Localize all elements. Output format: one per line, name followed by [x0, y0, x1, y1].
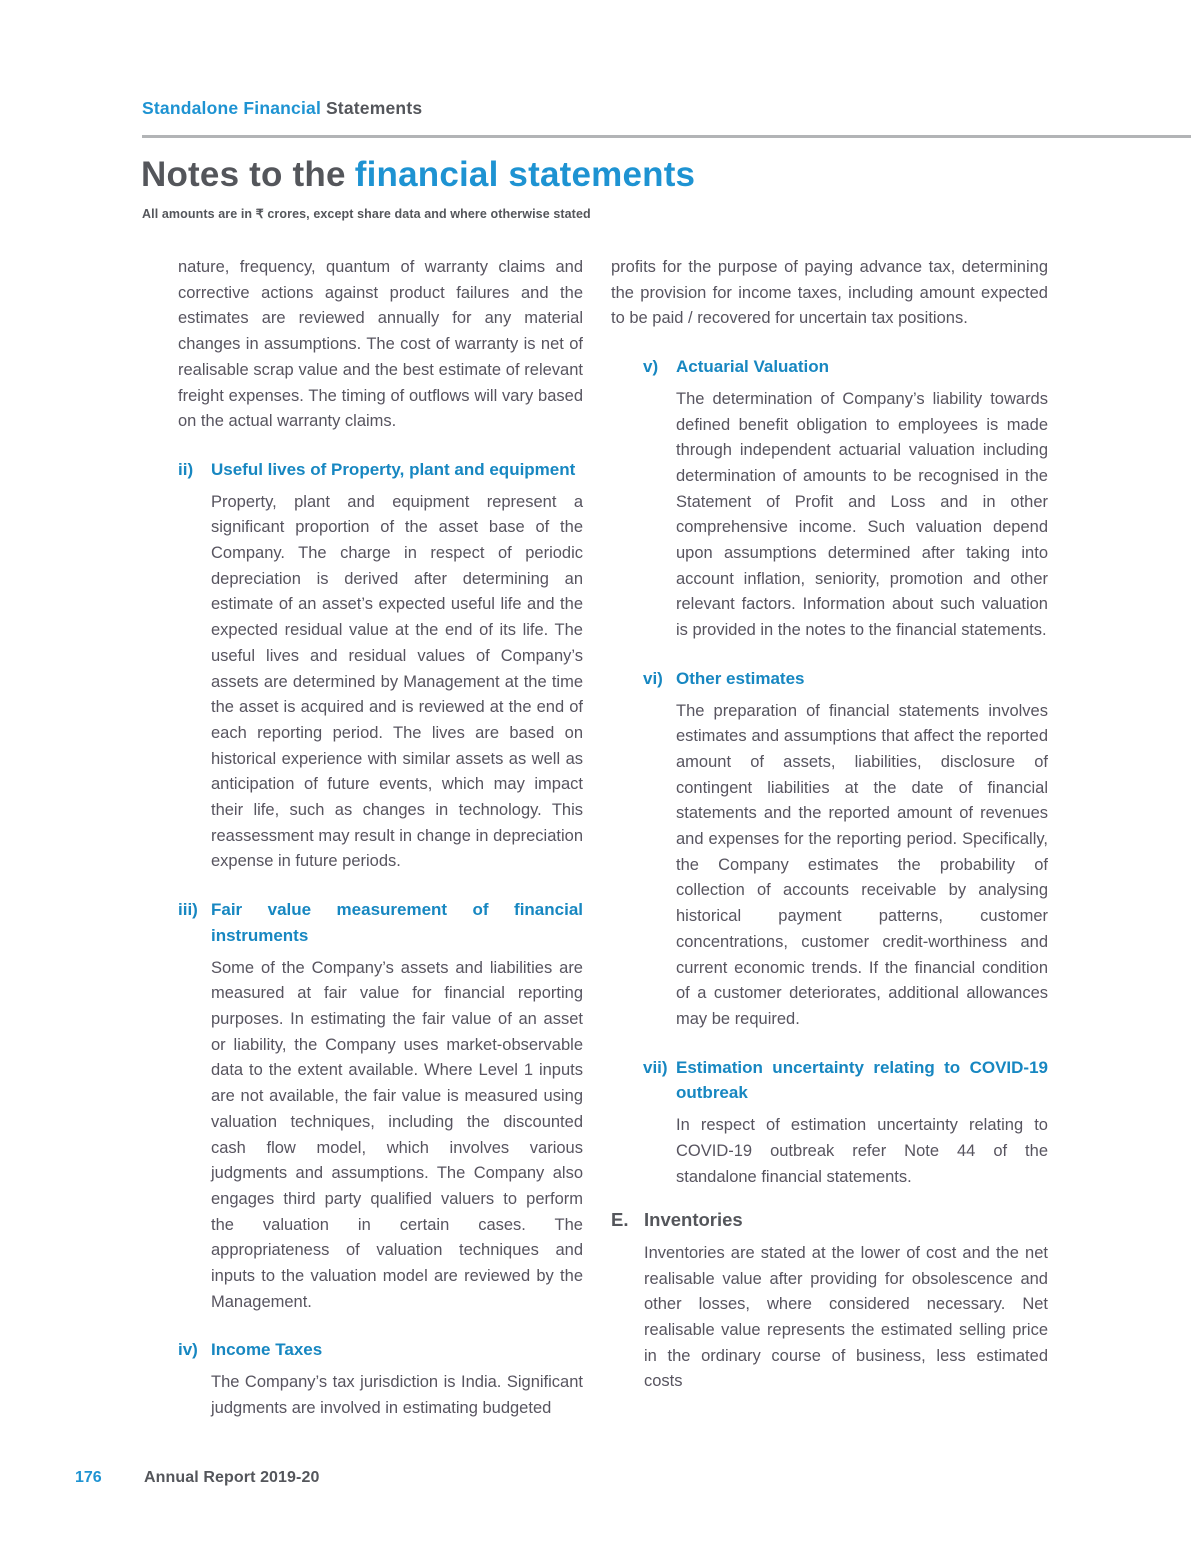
- section-body: Inventories are stated at the lower of cost and the net realisable value after providing for obsolescence and other losses, where considered necessary. Net realisable value represents the estimated selling price in the ordinary course of business, less estimated costs: [644, 1243, 1048, 1391]
- section-heading: Income Taxes: [211, 1340, 323, 1360]
- section-label: ii): [178, 459, 194, 479]
- section-heading: Useful lives of Property, plant and equipment: [211, 459, 576, 479]
- header-divider: [142, 135, 1191, 138]
- section-heading: Fair value measurement of financial instruments: [211, 900, 583, 945]
- section-label: vi): [643, 668, 663, 688]
- section-heading: Other estimates: [676, 668, 805, 688]
- running-header: [142, 98, 422, 119]
- section-label: iii): [178, 900, 198, 920]
- section-content: [211, 457, 583, 875]
- footer-report-title: Annual Report 2019-20: [144, 1469, 320, 1486]
- left-column: [178, 255, 583, 1422]
- section-heading: Inventories: [644, 1209, 743, 1231]
- section-content: [211, 1337, 583, 1421]
- page-title-prefix: Notes to the: [141, 155, 346, 194]
- section-body: In respect of estimation uncertainty relating to COVID-19 outbreak refer Note 44 of the standalone financial statements.: [676, 1116, 1048, 1186]
- section-other-estimates: [643, 666, 1048, 1033]
- section-label: vii): [643, 1057, 668, 1077]
- section-label: v): [643, 357, 659, 377]
- section-inventories: [611, 1207, 1048, 1395]
- section-body: The preparation of financial statements involves estimates and assumptions that affect the reported amount of assets, liabilities, disclosure of contingent liabilities at the date of financial statements and the reported amount of revenues and expenses for the reporting period. Specifically, the Company estimates the probability of collection of accounts receivable by analysing historical payment patterns, customer concentrations, customer credit-worthiness and current economic trends. If the financial condition of a customer deteriorates, additional allowances may be required.: [676, 701, 1048, 1028]
- section-heading: Actuarial Valuation: [676, 357, 830, 377]
- section-content: [676, 1055, 1048, 1191]
- section-actuarial-valuation: [643, 354, 1048, 644]
- section-fair-value: [178, 897, 583, 1315]
- section-label: iv): [178, 1340, 198, 1360]
- left-intro-paragraph: nature, frequency, quantum of warranty claims and corrective actions against product failures and the estimates are reviewed annually for any material changes in assumptions. The cost of warranty is net of realisable scrap value and the best estimate of relevant freight expenses. The timing of outflows will vary based on the actual warranty claims.: [178, 258, 583, 431]
- page-number: 176: [75, 1469, 102, 1486]
- page-title: [141, 155, 695, 195]
- section-body: The determination of Company’s liability towards defined benefit obligation to employees is made through independent actuarial valuation including determination of amounts to be recognised in the Statement of Profit and Loss and in other comprehensive income. Such valuation depend upon assumptions determined after taking into account inflation, seniority, promotion and other relevant factors. Information about such valuation is provided in the notes to the financial statements.: [676, 389, 1048, 640]
- section-body: Some of the Company’s assets and liabilities are measured at fair value for financial reporting purposes. In estimating the fair value of an asset or liability, the Company uses market-observable data to the extent available. Where Level 1 inputs are not available, the fair value is measured using valuation techniques, including the discounted cash flow model, which involves various judgments and assumptions. The Company also engages third party qualified valuers to perform the valuation in certain cases. The appropriateness of valuation techniques and inputs to the valuation model are reviewed by the Management.: [211, 958, 583, 1311]
- section-heading: Estimation uncertainty relating to COVID-19 outbreak: [676, 1057, 1048, 1103]
- section-content: [211, 897, 583, 1315]
- running-header-highlight: Standalone Financial: [142, 98, 322, 118]
- right-column: [611, 255, 1048, 1422]
- page-title-highlight: financial statements: [354, 155, 696, 194]
- section-content: [676, 354, 1048, 644]
- running-header-rest: Statements: [325, 98, 423, 118]
- section-income-taxes: [178, 1337, 583, 1421]
- section-content: [676, 666, 1048, 1033]
- section-body: The Company’s tax jurisdiction is India. Significant judgments are involved in estimating budgeted: [211, 1373, 583, 1417]
- section-body: Property, plant and equipment represent a significant proportion of the asset base of the Company. The charge in respect of periodic depreciation is derived after determining an estimate of an asset’s expected useful life and the expected residual value at the end of its life. The useful lives and residual values of Company’s assets are determined by Management at the time the asset is acquired and is reviewed at the end of each reporting period. The lives are based on historical experience with similar assets as well as anticipation of future events, which may impact their life, such as changes in technology. This reassessment may result in change in depreciation expense in future periods.: [211, 492, 583, 871]
- section-covid-estimation: [643, 1055, 1048, 1191]
- section-useful-lives: [178, 457, 583, 875]
- body-columns: [178, 255, 1048, 1422]
- section-label: E.: [611, 1209, 629, 1231]
- section-content: [644, 1207, 1048, 1395]
- page-subtitle: All amounts are in ₹ crores, except share data and where otherwise stated: [142, 207, 591, 221]
- right-intro-paragraph: profits for the purpose of paying advance tax, determining the provision for income taxes, including amount expected to be paid / recovered for uncertain tax positions.: [611, 258, 1048, 328]
